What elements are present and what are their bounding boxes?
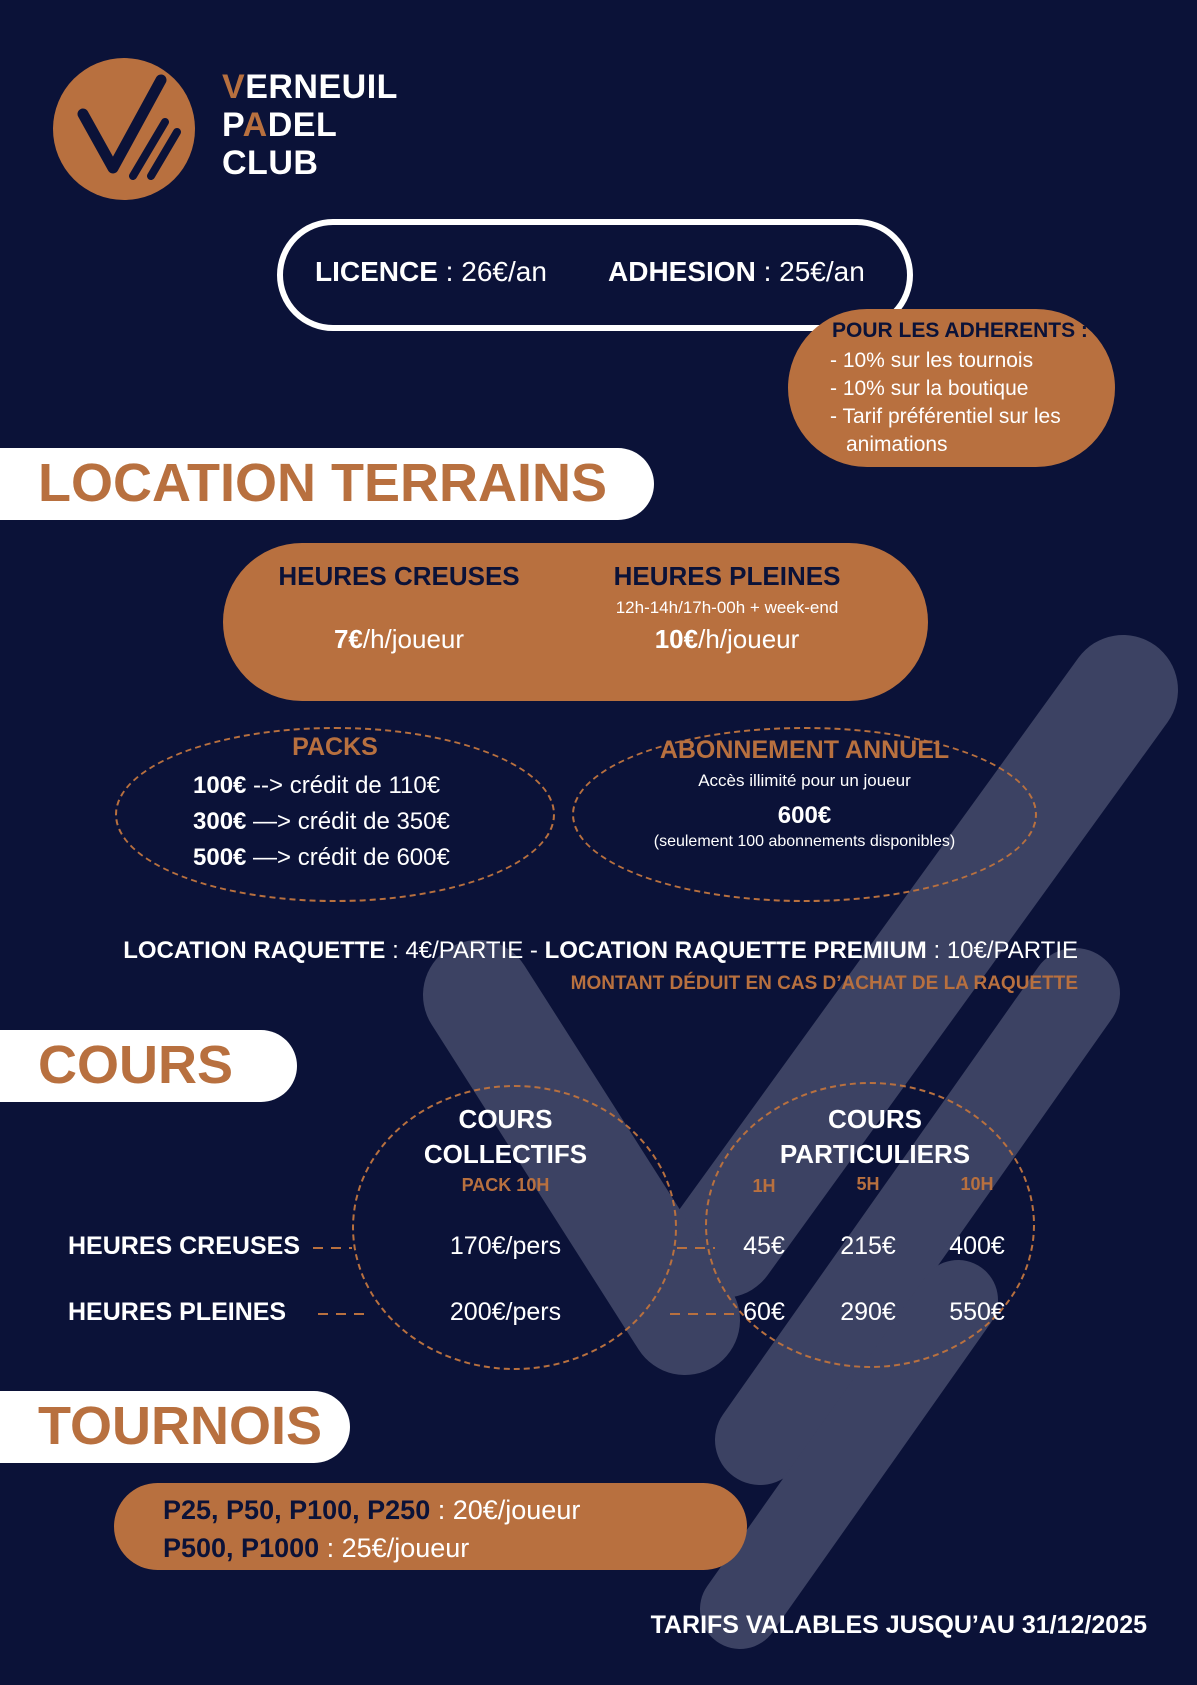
- subscription-title: ABONNEMENT ANNUEL: [659, 736, 950, 764]
- section-header-tournois: TOURNOIS: [0, 1391, 350, 1463]
- club-name-line-1: VERNEUIL: [222, 68, 398, 106]
- collective-price-off-peak: 170€/pers: [449, 1232, 562, 1260]
- member-benefit: - Tarif préférentiel sur les: [830, 405, 1061, 428]
- row-label-off-peak: HEURES CREUSES: [68, 1232, 300, 1260]
- pack-item: 500€ —> crédit de 600€: [193, 844, 450, 871]
- member-benefit: - 10% sur les tournois: [830, 349, 1034, 372]
- tournament-fee-line: P25, P50, P100, P250 : 20€/joueur: [163, 1495, 581, 1525]
- private-price: 550€: [949, 1298, 1005, 1326]
- subscription-price: 600€: [777, 802, 832, 829]
- member-benefit: animations: [846, 433, 948, 456]
- private-col-10h: 10H: [960, 1174, 994, 1194]
- pack-item: 300€ —> crédit de 350€: [193, 808, 450, 835]
- private-price: 215€: [840, 1232, 896, 1260]
- private-col-1h: 1H: [752, 1176, 776, 1196]
- section-header-location: LOCATION TERRAINS: [0, 448, 654, 520]
- private-price: 60€: [743, 1298, 785, 1326]
- subscription-subtitle: Accès illimité pour un joueur: [698, 771, 911, 790]
- private-col-5h: 5H: [856, 1174, 880, 1194]
- adhesion-fee: ADHESION : 25€/an: [608, 256, 865, 287]
- peak-price: 10€/h/joueur: [654, 624, 800, 654]
- collective-title: COURS COLLECTIFS: [423, 1104, 588, 1169]
- off-peak-title: HEURES CREUSES: [278, 561, 520, 591]
- peak-hours: 12h-14h/17h-00h + week-end: [615, 598, 839, 617]
- collective-subtitle: PACK 10H: [461, 1175, 550, 1195]
- row-label-peak: HEURES PLEINES: [68, 1298, 287, 1326]
- tournament-fees: [163, 1491, 580, 1567]
- member-benefits-title: POUR LES ADHERENTS :: [832, 319, 1088, 342]
- private-title: COURS PARTICULIERS: [779, 1104, 971, 1169]
- peak-title: HEURES PLEINES: [613, 561, 841, 591]
- private-price: 45€: [743, 1232, 785, 1260]
- validity-note: TARIFS VALABLES JUSQU’AU 31/12/2025: [650, 1611, 1147, 1639]
- pack-item: 100€ --> crédit de 110€: [193, 772, 441, 799]
- racket-rental: LOCATION RAQUETTE : 4€/PARTIE - LOCATION RAQUETTE PREMIUM : 10€/PARTIE: [123, 937, 1078, 964]
- private-price: 290€: [840, 1298, 896, 1326]
- licence-fee: LICENCE : 26€/an: [315, 256, 547, 287]
- member-benefit: - 10% sur la boutique: [830, 377, 1029, 400]
- private-price: 400€: [949, 1232, 1005, 1260]
- tournament-fee-line: P500, P1000 : 25€/joueur: [163, 1533, 470, 1563]
- section-header-cours: COURS: [0, 1030, 297, 1102]
- off-peak-price: 7€/h/joueur: [333, 624, 465, 654]
- packs-title: PACKS: [292, 733, 378, 761]
- racket-note: MONTANT DÉDUIT EN CAS D’ACHAT DE LA RAQUETTE: [570, 973, 1078, 994]
- club-name-line-3: CLUB: [222, 144, 319, 182]
- subscription-note: (seulement 100 abonnements disponibles): [653, 833, 956, 850]
- club-name-line-2: PADEL: [222, 106, 338, 144]
- collective-price-peak: 200€/pers: [449, 1298, 562, 1326]
